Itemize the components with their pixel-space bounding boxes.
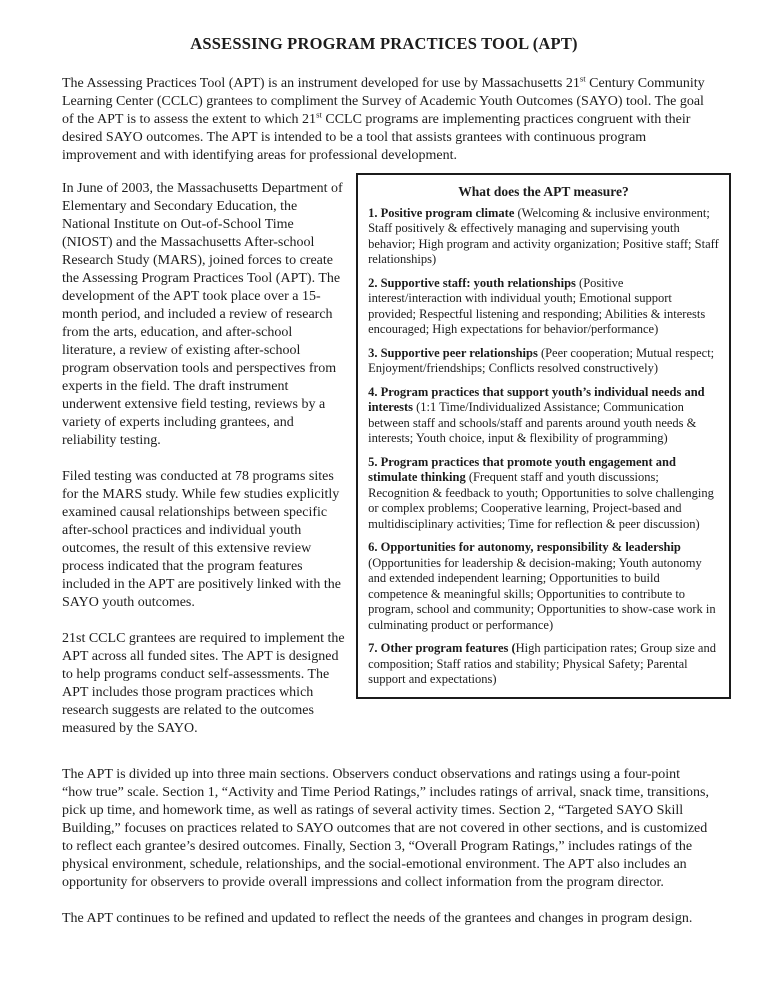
history-paragraph: In June of 2003, the Massachusetts Department of Elementary and Secondary Education, the National Institute on Out-of-School Time (NIOST) and the Massachusetts After-school Research Study (MARS), joined forces to create the Assessing Program Practices Tool (APT). The development of the APT took place over a 15-month period, and included a review of research from the arts, education, and after-school literature, a review of existing after-school program observation tools and perspectives from experts in the field. The draft instrument underwent extensive field testing, reviews by a variety of experts including grantees, and reliability testing. [62,181,343,448]
measure-item-heading: 7. Other program features ( [368,641,516,655]
measure-item-detail: (1:1 Time/Individualized Assistance; Communication between staff and schools/staff and parents around youth needs & interests; Youth choice, input & flexibility of programming) [368,400,697,445]
left-text-column [62,173,346,756]
measure-item-detail: (Peer cooperation; Mutual respect; Enjoyment/friendships; Conflicts resolved constructively) [368,345,715,375]
measure-item-heading: 5. Program practices that promote youth engagement and stimulate thinking [368,454,676,484]
measure-item-detail: High participation rates; Group size and composition; Staff ratios and stability; Physical Safety; Parental support and expectations) [368,641,716,686]
main-content-row [62,173,731,756]
measure-item-heading: 6. Opportunities for autonomy, responsibility & leadership [368,540,681,554]
measure-list [368,206,719,688]
measure-item-detail: (Welcoming & inclusive environment; Staff positively & effectively managing and supervising youth behavior; High program and activity organization; Positive staff; Staff relationships) [368,205,719,266]
sections-overview-paragraph: The APT is divided up into three main sections. Observers conduct observations and ratings using a four-point “how true” scale. Section 1, “Activity and Time Period Ratings,” includes ratings of arrival, snack time, transitions, pick up time, and homework time, as well as ratings of several activity times. Section 2, “Targeted SAYO Skill Building,” focuses on practices related to SAYO outcomes that are not covered in other sections, and is customized to reflect each grantee’s desired outcomes. Finally, Section 3, “Overall Program Ratings,” includes ratings of the physical environment, schedule, relationships, and the social-emotional environment. The APT also includes an opportunity for observers to provide overall impressions and collect information from the program director. [62,767,709,890]
measure-item-detail: (Frequent staff and youth discussions; Recognition & feedback to youth; Opportunities to solve challenging or complex problems; Cooperative learning, Project-based and multidisciplinary activities; Time for reflection & peer discussion) [368,470,714,531]
refinement-paragraph: The APT continues to be refined and updated to reflect the needs of the grantees and changes in program design. [62,911,693,926]
apt-measure-box [356,173,731,699]
measure-item-heading: 2. Supportive staff: youth relationships [368,275,576,290]
measure-box-title: What does the APT measure? [458,184,629,199]
measure-item [368,276,719,338]
measure-item [368,346,719,377]
measure-item [368,455,719,533]
measure-item-detail: (Opportunities for leadership & decision-making; Youth autonomy and extended independent learning; Opportunities to build competence & meaningful skills; Opportunities to contribute to program, school and community; Opportunities to show-case work in culminating product or performance) [368,555,716,632]
footer-section [62,766,710,928]
field-testing-paragraph: Filed testing was conducted at 78 programs sites for the MARS study. While few studies explicitly examined causal relationships between specific after-school practices and individual youth outcomes, the result of this extensive review process indicated that the program features included in the APT are positively linked with the SAYO youth outcomes. [62,469,341,610]
title-area [62,34,706,54]
measure-item-heading: 3. Supportive peer relationships [368,345,538,360]
intro-paragraph: The Assessing Practices Tool (APT) is an instrument developed for use by Massachusetts 21st Century Community Learning Center (CCLC) grantees to compliment the Survey of Academic Youth Outcomes (SAYO) tool. The goal of the APT is to assess the extent to which 21st CCLC programs are implementing practices congruent with their desired SAYO outcomes. The APT is intended to be a tool that assists grantees with continuous program improvement and with identifying areas for professional development. [62,73,705,163]
measure-item-heading: 4. Program practices that support youth’s individual needs and interests [368,384,705,414]
measure-item [368,385,719,447]
measure-item [368,641,719,688]
page-title: ASSESSING PROGRAM PRACTICES TOOL (APT) [190,34,578,53]
measure-item-heading: 1. Positive program climate [368,205,515,220]
measure-item-detail: (Positive interest/interaction with individual youth; Emotional support provided; Respectful listening and responding; Abilities & interests encouraged; High expectations for behavior/performance) [368,275,706,336]
measure-item [368,206,719,268]
implementation-paragraph: 21st CCLC grantees are required to implement the APT across all funded sites. The APT is designed to help programs conduct self-assessments. The APT includes those program practices which research suggests are related to the outcomes measured by the SAYO. [62,631,345,736]
measure-item [368,540,719,633]
